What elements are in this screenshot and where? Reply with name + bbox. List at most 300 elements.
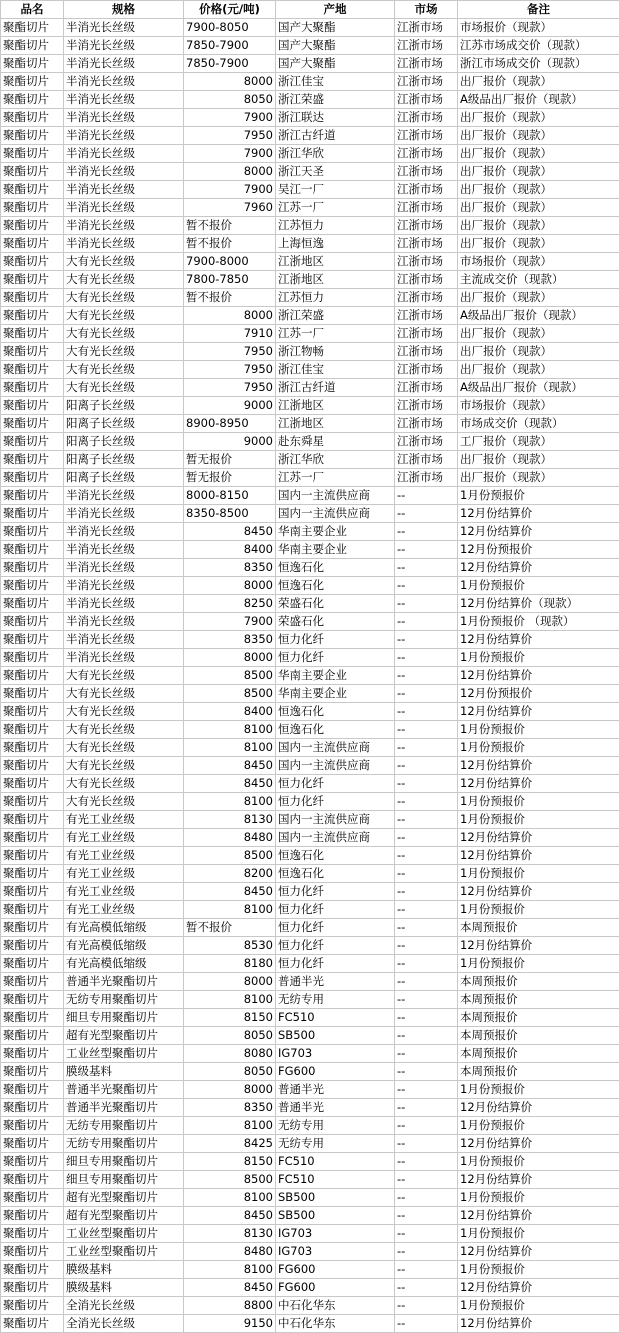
- remark-cell: 12月份结算价: [458, 883, 619, 901]
- product-cell: 聚酯切片: [1, 1297, 64, 1315]
- market-cell: --: [395, 883, 458, 901]
- market-cell: --: [395, 1171, 458, 1189]
- market-cell: --: [395, 667, 458, 685]
- product-cell: 聚酯切片: [1, 1225, 64, 1243]
- product-cell: 聚酯切片: [1, 793, 64, 811]
- market-cell: --: [395, 847, 458, 865]
- table-row: [1, 1261, 619, 1279]
- spec-cell: 半消光长丝级: [64, 19, 184, 37]
- origin-cell: 国内一主流供应商: [276, 487, 395, 505]
- origin-cell: 恒逸石化: [276, 865, 395, 883]
- market-cell: --: [395, 595, 458, 613]
- price-cell: 7850-7900: [184, 37, 276, 55]
- price-cell: 8480: [184, 829, 276, 847]
- product-cell: 聚酯切片: [1, 523, 64, 541]
- remark-cell: 12月份结算价: [458, 1243, 619, 1261]
- price-cell: 8900-8950: [184, 415, 276, 433]
- product-cell: 聚酯切片: [1, 181, 64, 199]
- origin-cell: 无纺专用: [276, 1117, 395, 1135]
- remark-cell: 12月份结算价: [458, 1135, 619, 1153]
- remark-cell: 出厂报价（现款）: [458, 361, 619, 379]
- price-cell: 7900: [184, 613, 276, 631]
- table-header: [1, 1, 619, 19]
- origin-cell: 恒逸石化: [276, 577, 395, 595]
- spec-cell: 阳离子长丝级: [64, 433, 184, 451]
- spec-cell: 有光工业丝级: [64, 901, 184, 919]
- origin-cell: 恒力化纤: [276, 901, 395, 919]
- origin-cell: 恒力化纤: [276, 883, 395, 901]
- table-row: [1, 73, 619, 91]
- spec-cell: 超有光型聚酯切片: [64, 1207, 184, 1225]
- price-cell: 8000: [184, 973, 276, 991]
- product-cell: 聚酯切片: [1, 1117, 64, 1135]
- market-cell: --: [395, 919, 458, 937]
- market-cell: --: [395, 487, 458, 505]
- origin-cell: 国内一主流供应商: [276, 811, 395, 829]
- origin-cell: 浙江佳宝: [276, 361, 395, 379]
- origin-cell: 荣盛石化: [276, 595, 395, 613]
- spec-cell: 工业丝型聚酯切片: [64, 1243, 184, 1261]
- product-cell: 聚酯切片: [1, 1171, 64, 1189]
- product-cell: 聚酯切片: [1, 1009, 64, 1027]
- table-row: [1, 1117, 619, 1135]
- origin-cell: 华南主要企业: [276, 667, 395, 685]
- spec-cell: 有光工业丝级: [64, 829, 184, 847]
- spec-cell: 无纺专用聚酯切片: [64, 991, 184, 1009]
- market-cell: --: [395, 1189, 458, 1207]
- price-cell: 8130: [184, 811, 276, 829]
- spec-cell: 普通半光聚酯切片: [64, 1081, 184, 1099]
- remark-cell: 12月份结算价: [458, 703, 619, 721]
- origin-cell: 恒逸石化: [276, 559, 395, 577]
- market-cell: --: [395, 757, 458, 775]
- product-cell: 聚酯切片: [1, 1063, 64, 1081]
- product-cell: 聚酯切片: [1, 559, 64, 577]
- product-cell: 聚酯切片: [1, 91, 64, 109]
- remark-cell: 12月份结算价: [458, 523, 619, 541]
- price-cell: 8180: [184, 955, 276, 973]
- market-cell: --: [395, 703, 458, 721]
- remark-cell: 出厂报价（现款）: [458, 451, 619, 469]
- remark-cell: 本周预报价: [458, 919, 619, 937]
- remark-cell: 12月份结算价: [458, 1315, 619, 1333]
- price-cell: 7900: [184, 181, 276, 199]
- origin-cell: IG703: [276, 1243, 395, 1261]
- remark-cell: 1月份预报价: [458, 901, 619, 919]
- price-cell: 8450: [184, 883, 276, 901]
- market-cell: --: [395, 1099, 458, 1117]
- market-cell: 江浙市场: [395, 379, 458, 397]
- origin-cell: FC510: [276, 1171, 395, 1189]
- spec-cell: 大有光长丝级: [64, 289, 184, 307]
- product-cell: 聚酯切片: [1, 991, 64, 1009]
- price-cell: 8450: [184, 1279, 276, 1297]
- table-row: [1, 505, 619, 523]
- table-row: [1, 91, 619, 109]
- spec-cell: 大有光长丝级: [64, 307, 184, 325]
- price-cell: 8500: [184, 1171, 276, 1189]
- market-cell: 江浙市场: [395, 55, 458, 73]
- market-cell: --: [395, 1297, 458, 1315]
- remark-cell: 1月份预报价: [458, 1117, 619, 1135]
- table-row: [1, 1207, 619, 1225]
- market-cell: --: [395, 775, 458, 793]
- spec-cell: 超有光型聚酯切片: [64, 1189, 184, 1207]
- table-row: [1, 343, 619, 361]
- spec-cell: 大有光长丝级: [64, 343, 184, 361]
- market-cell: --: [395, 955, 458, 973]
- table-row: [1, 577, 619, 595]
- product-cell: 聚酯切片: [1, 469, 64, 487]
- origin-cell: 浙江荣盛: [276, 307, 395, 325]
- remark-cell: 本周预报价: [458, 1009, 619, 1027]
- market-cell: --: [395, 829, 458, 847]
- remark-cell: 12月份结算价（现款）: [458, 595, 619, 613]
- remark-cell: 工厂报价（现款）: [458, 433, 619, 451]
- table-row: [1, 1027, 619, 1045]
- product-cell: 聚酯切片: [1, 1261, 64, 1279]
- spec-cell: 大有光长丝级: [64, 703, 184, 721]
- product-cell: 聚酯切片: [1, 433, 64, 451]
- table-row: [1, 19, 619, 37]
- product-cell: 聚酯切片: [1, 307, 64, 325]
- market-cell: --: [395, 811, 458, 829]
- remark-cell: 市场报价（现款）: [458, 397, 619, 415]
- spec-cell: 大有光长丝级: [64, 721, 184, 739]
- remark-cell: 市场报价（现款）: [458, 19, 619, 37]
- product-cell: 聚酯切片: [1, 145, 64, 163]
- remark-cell: 出厂报价（现款）: [458, 73, 619, 91]
- table-row: [1, 217, 619, 235]
- spec-cell: 大有光长丝级: [64, 685, 184, 703]
- origin-cell: 恒力化纤: [276, 793, 395, 811]
- price-cell: 8100: [184, 793, 276, 811]
- table-row: [1, 235, 619, 253]
- market-cell: 江浙市场: [395, 433, 458, 451]
- origin-cell: 国内一主流供应商: [276, 739, 395, 757]
- product-cell: 聚酯切片: [1, 19, 64, 37]
- table-row: [1, 865, 619, 883]
- table-row: [1, 649, 619, 667]
- product-cell: 聚酯切片: [1, 1207, 64, 1225]
- origin-cell: 江苏恒力: [276, 289, 395, 307]
- market-cell: --: [395, 613, 458, 631]
- spec-cell: 普通半光聚酯切片: [64, 973, 184, 991]
- product-cell: 聚酯切片: [1, 739, 64, 757]
- remark-cell: 1月份预报价: [458, 1153, 619, 1171]
- price-cell: 8100: [184, 739, 276, 757]
- price-cell: 8000: [184, 163, 276, 181]
- remark-cell: 江苏市场成交价（现款）: [458, 37, 619, 55]
- product-cell: 聚酯切片: [1, 1045, 64, 1063]
- product-cell: 聚酯切片: [1, 883, 64, 901]
- table-row: [1, 739, 619, 757]
- origin-cell: 恒逸石化: [276, 721, 395, 739]
- table-row: [1, 631, 619, 649]
- product-cell: 聚酯切片: [1, 343, 64, 361]
- price-cell: 8000: [184, 307, 276, 325]
- price-cell: 8100: [184, 1117, 276, 1135]
- spec-cell: 半消光长丝级: [64, 235, 184, 253]
- spec-cell: 工业丝型聚酯切片: [64, 1225, 184, 1243]
- market-cell: --: [395, 793, 458, 811]
- table-row: [1, 145, 619, 163]
- remark-cell: 出厂报价（现款）: [458, 145, 619, 163]
- product-cell: 聚酯切片: [1, 127, 64, 145]
- table-row: [1, 595, 619, 613]
- price-cell: 暂无报价: [184, 469, 276, 487]
- origin-cell: IG703: [276, 1225, 395, 1243]
- table-row: [1, 523, 619, 541]
- market-cell: --: [395, 901, 458, 919]
- price-cell: 7900-8000: [184, 253, 276, 271]
- table-row: [1, 1045, 619, 1063]
- product-cell: 聚酯切片: [1, 541, 64, 559]
- spec-cell: 工业丝型聚酯切片: [64, 1045, 184, 1063]
- product-cell: 聚酯切片: [1, 217, 64, 235]
- price-cell: 8480: [184, 1243, 276, 1261]
- product-cell: 聚酯切片: [1, 163, 64, 181]
- product-cell: 聚酯切片: [1, 1153, 64, 1171]
- market-cell: --: [395, 1117, 458, 1135]
- price-cell: 8000: [184, 577, 276, 595]
- origin-cell: 恒力化纤: [276, 955, 395, 973]
- product-cell: 聚酯切片: [1, 1099, 64, 1117]
- table-row: [1, 793, 619, 811]
- price-cell: 9150: [184, 1315, 276, 1333]
- remark-cell: 出厂报价（现款）: [458, 325, 619, 343]
- table-row: [1, 1099, 619, 1117]
- spec-cell: 大有光长丝级: [64, 379, 184, 397]
- origin-cell: 浙江联达: [276, 109, 395, 127]
- price-cell: 7800-7850: [184, 271, 276, 289]
- table-row: [1, 397, 619, 415]
- product-cell: 聚酯切片: [1, 361, 64, 379]
- origin-cell: 浙江华欣: [276, 451, 395, 469]
- remark-cell: 出厂报价（现款）: [458, 235, 619, 253]
- price-cell: 7900: [184, 109, 276, 127]
- spec-cell: 无纺专用聚酯切片: [64, 1117, 184, 1135]
- spec-cell: 阳离子长丝级: [64, 469, 184, 487]
- spec-cell: 半消光长丝级: [64, 217, 184, 235]
- remark-cell: 本周预报价: [458, 1027, 619, 1045]
- market-cell: --: [395, 721, 458, 739]
- remark-cell: 12月份结算价: [458, 937, 619, 955]
- table-row: [1, 307, 619, 325]
- price-cell: 8100: [184, 991, 276, 1009]
- price-cell: 7900-8050: [184, 19, 276, 37]
- price-cell: 暂不报价: [184, 217, 276, 235]
- product-cell: 聚酯切片: [1, 595, 64, 613]
- remark-cell: 12月份结算价: [458, 757, 619, 775]
- price-cell: 7950: [184, 343, 276, 361]
- price-cell: 8150: [184, 1009, 276, 1027]
- origin-cell: FC510: [276, 1009, 395, 1027]
- table-row: [1, 775, 619, 793]
- origin-cell: SB500: [276, 1207, 395, 1225]
- product-cell: 聚酯切片: [1, 1027, 64, 1045]
- origin-cell: 国产大聚酯: [276, 37, 395, 55]
- origin-cell: 江苏一厂: [276, 199, 395, 217]
- origin-cell: 江苏一厂: [276, 469, 395, 487]
- table-row: [1, 703, 619, 721]
- product-cell: 聚酯切片: [1, 613, 64, 631]
- remark-cell: 1月份预报价 （现款）: [458, 613, 619, 631]
- spec-cell: 大有光长丝级: [64, 757, 184, 775]
- price-cell: 8500: [184, 685, 276, 703]
- table-row: [1, 181, 619, 199]
- market-cell: 江浙市场: [395, 91, 458, 109]
- price-cell: 暂不报价: [184, 919, 276, 937]
- product-cell: 聚酯切片: [1, 937, 64, 955]
- origin-cell: 江浙地区: [276, 415, 395, 433]
- table-row: [1, 469, 619, 487]
- table-row: [1, 829, 619, 847]
- product-cell: 聚酯切片: [1, 235, 64, 253]
- table-row: [1, 901, 619, 919]
- market-cell: 江浙市场: [395, 217, 458, 235]
- market-cell: 江浙市场: [395, 73, 458, 91]
- origin-cell: 普通半光: [276, 1099, 395, 1117]
- market-cell: --: [395, 649, 458, 667]
- product-cell: 聚酯切片: [1, 73, 64, 91]
- origin-cell: FC510: [276, 1153, 395, 1171]
- spec-cell: 半消光长丝级: [64, 595, 184, 613]
- spec-cell: 阳离子长丝级: [64, 415, 184, 433]
- market-cell: --: [395, 973, 458, 991]
- origin-cell: 恒力化纤: [276, 775, 395, 793]
- price-cell: 7950: [184, 379, 276, 397]
- market-cell: --: [395, 1063, 458, 1081]
- spec-cell: 普通半光聚酯切片: [64, 1099, 184, 1117]
- table-row: [1, 955, 619, 973]
- remark-cell: 出厂报价（现款）: [458, 469, 619, 487]
- product-cell: 聚酯切片: [1, 37, 64, 55]
- price-cell: 7950: [184, 361, 276, 379]
- table-row: [1, 433, 619, 451]
- remark-cell: 12月份结算价: [458, 847, 619, 865]
- remark-cell: 1月份预报价: [458, 487, 619, 505]
- spec-cell: 有光高模低缩级: [64, 937, 184, 955]
- product-cell: 聚酯切片: [1, 1279, 64, 1297]
- table-row: [1, 1189, 619, 1207]
- spec-cell: 全消光长丝级: [64, 1297, 184, 1315]
- product-cell: 聚酯切片: [1, 919, 64, 937]
- price-cell: 8800: [184, 1297, 276, 1315]
- remark-cell: 出厂报价（现款）: [458, 289, 619, 307]
- market-cell: --: [395, 541, 458, 559]
- spec-cell: 阳离子长丝级: [64, 397, 184, 415]
- spec-cell: 半消光长丝级: [64, 199, 184, 217]
- origin-cell: 华南主要企业: [276, 685, 395, 703]
- origin-cell: 浙江古纤道: [276, 127, 395, 145]
- table-row: [1, 1009, 619, 1027]
- remark-cell: 本周预报价: [458, 973, 619, 991]
- market-cell: 江浙市场: [395, 271, 458, 289]
- spec-cell: 半消光长丝级: [64, 127, 184, 145]
- market-cell: --: [395, 1261, 458, 1279]
- table-row: [1, 1081, 619, 1099]
- spec-cell: 大有光长丝级: [64, 271, 184, 289]
- product-cell: 聚酯切片: [1, 703, 64, 721]
- header-remark: 备注: [458, 1, 619, 19]
- spec-cell: 有光高模低缩级: [64, 955, 184, 973]
- remark-cell: 12月份结算价: [458, 1279, 619, 1297]
- product-cell: 聚酯切片: [1, 631, 64, 649]
- market-cell: 江浙市场: [395, 37, 458, 55]
- table-row: [1, 271, 619, 289]
- origin-cell: 恒力化纤: [276, 919, 395, 937]
- table-row: [1, 541, 619, 559]
- market-cell: 江浙市场: [395, 19, 458, 37]
- remark-cell: 出厂报价（现款）: [458, 343, 619, 361]
- origin-cell: 国内一主流供应商: [276, 757, 395, 775]
- remark-cell: A级品出厂报价（现款）: [458, 307, 619, 325]
- price-cell: 7910: [184, 325, 276, 343]
- origin-cell: 浙江荣盛: [276, 91, 395, 109]
- remark-cell: 1月份预报价: [458, 793, 619, 811]
- remark-cell: 本周预报价: [458, 1045, 619, 1063]
- price-cell: 8500: [184, 667, 276, 685]
- product-cell: 聚酯切片: [1, 865, 64, 883]
- table-row: [1, 109, 619, 127]
- origin-cell: 浙江佳宝: [276, 73, 395, 91]
- spec-cell: 有光工业丝级: [64, 883, 184, 901]
- remark-cell: 出厂报价（现款）: [458, 217, 619, 235]
- table-row: [1, 1153, 619, 1171]
- origin-cell: 中石化华东: [276, 1297, 395, 1315]
- price-cell: 8450: [184, 757, 276, 775]
- spec-cell: 半消光长丝级: [64, 487, 184, 505]
- product-cell: 聚酯切片: [1, 271, 64, 289]
- market-cell: --: [395, 739, 458, 757]
- price-cell: 8250: [184, 595, 276, 613]
- table-row: [1, 127, 619, 145]
- spec-cell: 半消光长丝级: [64, 55, 184, 73]
- remark-cell: 12月份结算价: [458, 631, 619, 649]
- spec-cell: 半消光长丝级: [64, 91, 184, 109]
- remark-cell: 出厂报价（现款）: [458, 109, 619, 127]
- market-cell: 江浙市场: [395, 145, 458, 163]
- price-cell: 8530: [184, 937, 276, 955]
- market-cell: 江浙市场: [395, 289, 458, 307]
- origin-cell: 上海恒逸: [276, 235, 395, 253]
- market-cell: --: [395, 937, 458, 955]
- product-cell: 聚酯切片: [1, 667, 64, 685]
- price-cell: 8450: [184, 1207, 276, 1225]
- price-cell: 暂无报价: [184, 451, 276, 469]
- price-cell: 8000-8150: [184, 487, 276, 505]
- remark-cell: 12月份结算价: [458, 667, 619, 685]
- remark-cell: 本周预报价: [458, 991, 619, 1009]
- market-cell: 江浙市场: [395, 253, 458, 271]
- remark-cell: 主流成交价（现款）: [458, 271, 619, 289]
- product-cell: 聚酯切片: [1, 775, 64, 793]
- table-row: [1, 919, 619, 937]
- product-cell: 聚酯切片: [1, 829, 64, 847]
- spec-cell: 膜级基料: [64, 1279, 184, 1297]
- market-cell: --: [395, 1027, 458, 1045]
- price-cell: 8200: [184, 865, 276, 883]
- market-cell: 江浙市场: [395, 361, 458, 379]
- remark-cell: 1月份预报价: [458, 1261, 619, 1279]
- remark-cell: 12月份结算价: [458, 505, 619, 523]
- origin-cell: IG703: [276, 1045, 395, 1063]
- remark-cell: 1月份预报价: [458, 1189, 619, 1207]
- spec-cell: 大有光长丝级: [64, 253, 184, 271]
- price-cell: 8450: [184, 775, 276, 793]
- price-cell: 8100: [184, 901, 276, 919]
